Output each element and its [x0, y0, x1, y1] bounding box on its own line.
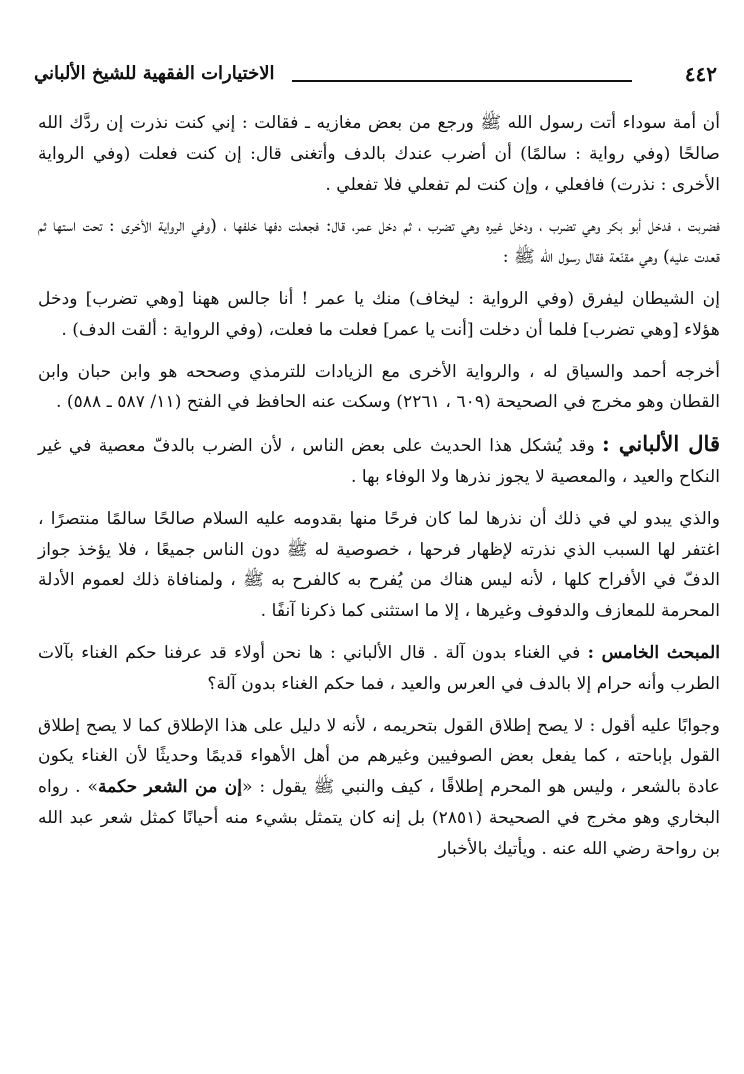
paragraph-7	[38, 638, 720, 700]
paragraph-text: أن أمة سوداء أتت رسول الله ﷺ ورجع من بعض مغازيه ـ فقالت : إني كنت نذرت إن ردَّك الله صالحًا (وفي رواية : سالمًا) أن أضرب عندك بالدف وأتغنى قال: إن كنت فعلت (وفي الرواية الأخرى : نذرت) فافعلي ، وإن كنت لم تفعلي فلا تفعلي .	[38, 113, 720, 195]
paragraph-6	[38, 504, 720, 627]
paragraph-8	[38, 711, 720, 865]
paragraph-2	[38, 211, 720, 273]
paragraph-lead: قال الألباني :	[602, 431, 720, 457]
paragraph-4	[38, 357, 720, 419]
section-heading: المبحث الخامس :	[587, 642, 720, 663]
paragraph-text: أخرجه أحمد والسياق له ، والرواية الأخرى مع الزيادات للترمذي وصححه هو وابن حبان وابن القطان وهو مخرج في الصحيحة (٦٠٩ ، ٢٢٦١) وسكت عنه الحافظ في الفتح (١١/ ٥٨٧ ـ ٥٨٨) .	[38, 361, 720, 413]
paragraph-text: والذي يبدو لي في ذلك أن نذرها لما كان فرحًا منها بقدومه عليه السلام صالحًا سالمًا منتصرًا ، اغتفر لها السبب الذي نذرته لإظهار فرحها ، خصوصية له ﷺ دون الناس جميعًا ، فلا يؤخذ جواز الدفّ في الأفراح كلها ، لأنه ليس هناك من يُفرح به كالفرح به ﷺ ، ولمنافاة ذلك لعموم الأدلة المحرمة للمعازف والدفوف وغيرها ، إلا ما استثنى كما ذكرنا آنفًا .	[38, 508, 720, 622]
page-number: ٤٤٢	[684, 62, 717, 86]
paragraph-1	[38, 108, 720, 200]
book-title: الاختيارات الفقهية للشيخ الألباني	[34, 63, 275, 84]
paragraph-text: فضربت ، فدخل أبو بكر وهي تضرب ، ودخل غيره وهي تضرب ، ثم دخل عمر، قال: فجعلت دفها خلفها ، (وفي الرواية الأخرى : تحت استها ثم قعدت عليه) وهي مقنّعة فقال رسول الله ﷺ :	[38, 216, 720, 268]
page-body	[38, 108, 720, 876]
hadith-quote: إن من الشعر حكمة	[97, 777, 243, 798]
paragraph-tail: » . رواه البخاري وهو مخرج في الصحيحة (٢٨٥١) بل إنه كان يتمثل بشيء منه أحيانًا كمثل شعر عبد الله بن رواحة رضي الله عنه . ويأتيك بالأخبار	[38, 777, 720, 859]
paragraph-text: إن الشيطان ليفرق (وفي الرواية : ليخاف) منك يا عمر ! أنا جالس ههنا [وهي تضرب] ودخل هؤلاء [وهي تضرب] فلما أن دخلت [أنت يا عمر] فعلت ما فعلت، (وفي الرواية : ألقت الدف) .	[38, 288, 720, 340]
paragraph-3	[38, 284, 720, 346]
paragraph-5	[38, 429, 720, 493]
page-header	[34, 62, 717, 86]
header-rule	[292, 80, 632, 82]
paragraph-text: وقد يُشكل هذا الحديث على بعض الناس ، لأن الضرب بالدفّ معصية في غير النكاح والعيد ، والمعصية لا يجوز نذرها ولا الوفاء بها .	[38, 436, 720, 487]
paragraph-text: في الغناء بدون آلة . قال الألباني : ها نحن أولاء قد عرفنا حكم الغناء بآلات الطرب وأنه حرام إلا بالدف في العرس والعيد ، فما حكم الغناء بدون آلة؟	[38, 642, 720, 694]
paragraph-text: وجوابًا عليه أقول : لا يصح إطلاق القول بتحريمه ، لأنه لا دليل على هذا الإطلاق كما لا يصح إطلاق القول بإباحته ، كما يفعل بعض الصوفيين وغيرهم من أهل الأهواء قديمًا وحديثًا لأن الغناء يكون عادة بالشعر ، وليس هو المحرم إطلاقًا ، كيف والنبي ﷺ يقول : «	[38, 715, 721, 798]
